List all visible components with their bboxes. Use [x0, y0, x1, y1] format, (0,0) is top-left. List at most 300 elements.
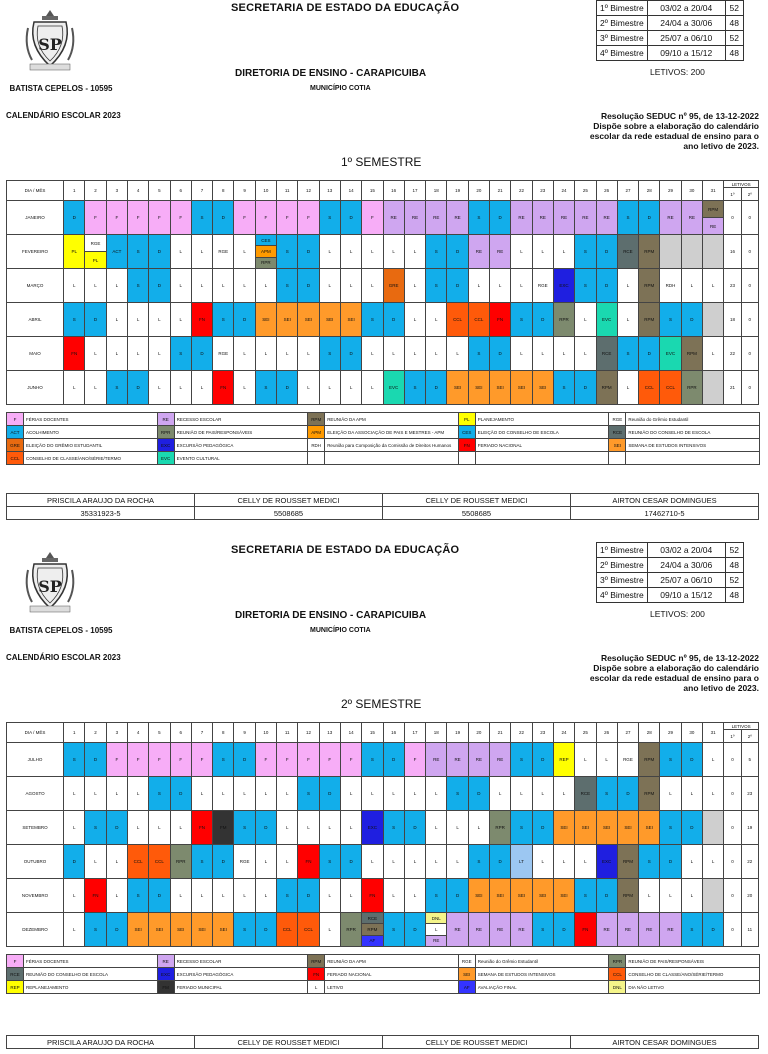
day-cell: L [85, 337, 106, 371]
day-cell: L [404, 777, 425, 811]
month-name: MAIO [7, 337, 64, 371]
legend-text: REUNIÃO DO CONSELHO DE ESCOLA [626, 426, 760, 439]
day-cell: L [149, 371, 170, 405]
diretoria-title: DIRETORIA DE ENSINO - CARAPICUIBA [235, 610, 427, 621]
bimestre-row [597, 1, 744, 16]
day-cell: D [319, 777, 340, 811]
day-cell: S [191, 201, 212, 235]
day-cell: S [404, 371, 425, 405]
day-cell: L [170, 303, 191, 337]
day-cell: S [426, 879, 447, 913]
day-cell: S [127, 235, 148, 269]
day-cell: F [277, 743, 298, 777]
day-cell: SEI [277, 303, 298, 337]
day-cell [702, 879, 723, 913]
day-cell: RE [660, 201, 681, 235]
day-cell: L [298, 811, 319, 845]
day-cell: SEI [532, 879, 553, 913]
legend-code: SEI [458, 968, 475, 981]
day-number-header: 10 [255, 181, 276, 201]
legend-code: EVC [157, 452, 174, 465]
day-cell: L [319, 235, 340, 269]
day-cell: F [170, 201, 191, 235]
signatures-table [6, 1035, 759, 1049]
day-cell: RCE [617, 235, 638, 269]
letivos-sem2-header: 2º [741, 188, 758, 201]
day-cell: L [426, 811, 447, 845]
day-cell: D [553, 913, 574, 947]
day-cell: S [468, 337, 489, 371]
day-cell: RPR [681, 371, 702, 405]
day-cell: LT [511, 845, 532, 879]
day-number-header: 7 [191, 181, 212, 201]
sao-paulo-coat-of-arms-logo [24, 548, 76, 614]
day-cell: L [149, 811, 170, 845]
day-cell: RE [383, 201, 404, 235]
day-cell: RE [490, 913, 511, 947]
day-number-header: 31 [702, 181, 723, 201]
day-cell: CCL [660, 371, 681, 405]
day-cell: L [362, 371, 383, 405]
day-cell: D [404, 811, 425, 845]
calendar-grid [6, 722, 759, 947]
calendar-title: CALENDÁRIO ESCOLAR 2023 [6, 653, 121, 662]
legend-text: FERIADO NACIONAL [475, 439, 609, 452]
day-cell: CCL [468, 303, 489, 337]
day-cell: RPM [639, 235, 660, 269]
day-cell [362, 913, 383, 947]
day-cell: L [277, 337, 298, 371]
day-cell: L [298, 337, 319, 371]
day-month-header: DIA / MÊS [7, 181, 64, 201]
legend-text: FÉRIAS DOCENTES [24, 413, 158, 426]
day-cell: D [596, 235, 617, 269]
day-cell-part: RCE [362, 913, 382, 924]
day-cell: CCL [298, 913, 319, 947]
day-number-header: 23 [532, 181, 553, 201]
day-number-header: 14 [340, 723, 361, 743]
day-cell: RCE [575, 777, 596, 811]
day-cell: D [106, 913, 127, 947]
resolucao-text: Resolução SEDUC nº 95, de 13-12-2022 Dispõe sobre a elaboração do calendário escolar da rede estadual de ensino para o ano letivo de 2023. [589, 653, 759, 693]
day-cell: D [447, 879, 468, 913]
day-cell: L [404, 269, 425, 303]
legend-code: RPM [308, 413, 325, 426]
bimestre-name: 3º Bimestre [597, 31, 648, 46]
legend-code: PL [458, 413, 475, 426]
day-cell: L [64, 371, 85, 405]
month-row [7, 303, 759, 337]
day-cell: L [702, 269, 723, 303]
day-cell: SEI [490, 879, 511, 913]
day-cell: L [617, 371, 638, 405]
day-cell: L [234, 371, 255, 405]
day-cell: L [511, 269, 532, 303]
day-cell: SEI [319, 303, 340, 337]
legend-text: EVENTO CULTURAL [174, 452, 308, 465]
letivos-sem1-value: 0 [724, 845, 741, 879]
day-cell: L [170, 269, 191, 303]
day-cell [702, 235, 723, 269]
day-cell: L [191, 879, 212, 913]
legend-text: DIA NÃO LETIVO [626, 981, 760, 994]
letivos-sem2-value: 0 [741, 337, 758, 371]
day-cell: L [64, 879, 85, 913]
day-cell: D [490, 337, 511, 371]
day-cell: D [447, 269, 468, 303]
day-cell: S [106, 371, 127, 405]
day-cell: D [383, 303, 404, 337]
day-cell: RE [447, 743, 468, 777]
signature-names-row [7, 1036, 759, 1049]
calendar-header-row [7, 723, 759, 730]
day-cell: S [85, 913, 106, 947]
svg-text:SP: SP [38, 577, 62, 596]
day-cell: L [681, 845, 702, 879]
legend-row [7, 452, 760, 465]
day-cell: L [340, 269, 361, 303]
bimestre-row [597, 573, 744, 588]
bimestre-row [597, 31, 744, 46]
month-name: NOVEMBRO [7, 879, 64, 913]
day-cell: RE [490, 235, 511, 269]
month-name: FEVEREIRO [7, 235, 64, 269]
day-cell: L [170, 879, 191, 913]
bimestre-days: 48 [725, 16, 743, 31]
day-cell: CCL [149, 845, 170, 879]
day-cell: EVC [596, 303, 617, 337]
day-cell: L [340, 235, 361, 269]
day-cell-part: RGE [85, 235, 105, 252]
day-cell: L [319, 811, 340, 845]
day-cell: F [106, 743, 127, 777]
day-cell: D [234, 303, 255, 337]
day-cell: FN [575, 913, 596, 947]
day-number-header: 2 [85, 181, 106, 201]
legend-text: SEMANA DE ESTUDOS INTENSIVOS [475, 968, 609, 981]
day-cell: D [255, 811, 276, 845]
day-number-header: 20 [468, 181, 489, 201]
day-cell: RE [404, 201, 425, 235]
day-cell: L [532, 235, 553, 269]
day-cell: D [64, 201, 85, 235]
day-cell: RE [575, 201, 596, 235]
day-cell: SEI [596, 811, 617, 845]
day-cell: L [277, 777, 298, 811]
day-cell: D [404, 913, 425, 947]
day-cell: L [362, 845, 383, 879]
day-cell: S [660, 303, 681, 337]
day-cell: D [298, 879, 319, 913]
day-cell: ACT [106, 235, 127, 269]
day-cell: SEI [575, 811, 596, 845]
day-cell: SEI [255, 303, 276, 337]
day-cell: D [532, 811, 553, 845]
diretoria-title: DIRETORIA DE ENSINO - CARAPICUIBA [235, 68, 427, 79]
day-cell: L [85, 777, 106, 811]
bimestre-name: 1º Bimestre [597, 543, 648, 558]
signature-id: 5508685 [195, 507, 383, 520]
legend-code: DNL [609, 981, 626, 994]
day-cell: RE [596, 201, 617, 235]
day-cell: S [426, 235, 447, 269]
bimestre-name: 3º Bimestre [597, 573, 648, 588]
day-cell: FN [362, 879, 383, 913]
month-row [7, 235, 759, 269]
month-row [7, 337, 759, 371]
bimestre-dates: 24/04 a 30/06 [647, 558, 725, 573]
legend-code: RE [157, 413, 174, 426]
day-number-header: 30 [681, 723, 702, 743]
month-row [7, 371, 759, 405]
day-cell: L [511, 777, 532, 811]
day-cell: RE [426, 201, 447, 235]
day-cell: SEI [213, 913, 234, 947]
day-cell: L [340, 879, 361, 913]
day-cell: S [127, 269, 148, 303]
legend-code: GRE [7, 439, 24, 452]
day-number-header: 15 [362, 181, 383, 201]
day-cell: D [213, 201, 234, 235]
day-cell: D [149, 235, 170, 269]
day-cell: FN [213, 371, 234, 405]
signature-name: PRISCILA ARAUJO DA ROCHA [7, 1036, 195, 1049]
day-cell: RE [468, 235, 489, 269]
day-cell: SEI [553, 879, 574, 913]
signature-name: CELLY DE ROUSSET MEDICI [195, 494, 383, 507]
day-cell: L [617, 269, 638, 303]
school-name: BATISTA CEPELOS - 10595 [9, 626, 113, 635]
signature-name: AIRTON CESAR DOMINGUES [571, 494, 759, 507]
month-name: ABRIL [7, 303, 64, 337]
legend-text: AVALIAÇÃO FINAL [475, 981, 609, 994]
day-month-header: DIA / MÊS [7, 723, 64, 743]
day-cell: L [170, 235, 191, 269]
letivos-header: LETIVOS [724, 181, 759, 188]
day-cell: F [149, 201, 170, 235]
month-row [7, 913, 759, 947]
legend-code: RGE [609, 413, 626, 426]
day-number-header: 26 [596, 723, 617, 743]
day-number-header: 21 [490, 181, 511, 201]
day-cell: D [575, 371, 596, 405]
letivos-sem1-value: 0 [724, 913, 741, 947]
day-cell: RE [553, 201, 574, 235]
day-cell: S [191, 845, 212, 879]
day-number-header: 13 [319, 723, 340, 743]
letivos-sem1-value: 0 [724, 879, 741, 913]
day-cell: L [255, 845, 276, 879]
day-cell: L [553, 777, 574, 811]
day-cell: RDH [660, 269, 681, 303]
legend-code: RCE [7, 968, 24, 981]
day-cell: RGE [532, 269, 553, 303]
legend-text: REUNIÃO DO CONSELHO DE ESCOLA [24, 968, 158, 981]
day-cell: L [575, 303, 596, 337]
svg-text:SP: SP [38, 35, 62, 54]
day-cell: F [234, 201, 255, 235]
day-number-header: 28 [639, 723, 660, 743]
day-cell: L [490, 269, 511, 303]
day-cell [681, 235, 702, 269]
day-cell: RE [639, 913, 660, 947]
bimestre-name: 4º Bimestre [597, 46, 648, 61]
day-cell: L [85, 269, 106, 303]
month-name: AGOSTO [7, 777, 64, 811]
day-cell: SEI [617, 811, 638, 845]
day-cell: L [702, 337, 723, 371]
letivos-sem2-value: 0 [741, 303, 758, 337]
legend-text: LETIVO [325, 981, 459, 994]
legend-code: FN [458, 439, 475, 452]
day-cell: S [362, 303, 383, 337]
day-cell [702, 303, 723, 337]
day-cell: S [426, 269, 447, 303]
day-cell: L [383, 777, 404, 811]
day-cell: SEI [170, 913, 191, 947]
day-number-header: 12 [298, 723, 319, 743]
day-cell: L [383, 845, 404, 879]
day-cell: L [511, 337, 532, 371]
day-cell: RPR [490, 811, 511, 845]
day-number-header: 26 [596, 181, 617, 201]
letivos-sem1-value: 0 [724, 777, 741, 811]
letivos-sem1-header: 1º [724, 730, 741, 743]
month-name: JUNHO [7, 371, 64, 405]
legend-code: CCL [609, 968, 626, 981]
day-cell: S [660, 743, 681, 777]
legend-code: RDH [308, 439, 325, 452]
legend-row [7, 439, 760, 452]
month-row [7, 879, 759, 913]
day-number-header: 13 [319, 181, 340, 201]
day-cell: D [468, 777, 489, 811]
day-number-header: 15 [362, 723, 383, 743]
day-cell: RGE [213, 235, 234, 269]
day-cell-part: AF [362, 936, 382, 946]
letivos-total: LETIVOS: 200 [650, 609, 705, 619]
day-cell: EVC [383, 371, 404, 405]
day-cell: RPM [596, 371, 617, 405]
day-cell: D [213, 845, 234, 879]
day-cell: L [340, 811, 361, 845]
day-cell: L [702, 777, 723, 811]
day-cell: L [127, 303, 148, 337]
sao-paulo-coat-of-arms-logo [24, 6, 76, 72]
day-cell: D [255, 913, 276, 947]
calendar-page-2 [0, 542, 768, 1054]
letivos-sem1-value: 0 [724, 743, 741, 777]
day-cell: CCL [127, 845, 148, 879]
month-name: JANEIRO [7, 201, 64, 235]
day-cell: F [191, 743, 212, 777]
day-cell: F [298, 743, 319, 777]
day-cell: L [553, 235, 574, 269]
legend-table [6, 954, 760, 994]
day-cell [702, 371, 723, 405]
day-cell: L [532, 845, 553, 879]
day-cell: GRE [383, 269, 404, 303]
day-cell: RGE [234, 845, 255, 879]
day-cell: F [404, 743, 425, 777]
day-cell: S [213, 303, 234, 337]
day-cell: RE [468, 913, 489, 947]
day-cell: D [277, 371, 298, 405]
bimestre-dates: 25/07 a 06/10 [647, 31, 725, 46]
day-cell: F [170, 743, 191, 777]
bimestre-days: 52 [725, 1, 743, 16]
day-cell: D [490, 201, 511, 235]
legend-code [458, 452, 475, 465]
letivos-sem2-value: 11 [741, 913, 758, 947]
day-cell: L [660, 879, 681, 913]
day-cell: D [617, 777, 638, 811]
day-cell: S [319, 845, 340, 879]
day-cell: L [404, 337, 425, 371]
day-number-header: 6 [170, 723, 191, 743]
day-cell: RE [681, 201, 702, 235]
day-cell: S [575, 235, 596, 269]
signature-id: 35331923-5 [7, 507, 195, 520]
day-cell: FN [298, 845, 319, 879]
bimestres-table [596, 0, 744, 61]
day-cell: S [277, 269, 298, 303]
day-cell: L [553, 845, 574, 879]
day-cell: RE [532, 201, 553, 235]
letivos-sem1-value: 0 [724, 811, 741, 845]
day-number-header: 16 [383, 181, 404, 201]
day-cell: RPM [639, 743, 660, 777]
day-cell: FN [191, 303, 212, 337]
legend-text: CONSELHO DE CLASSE/ANO/SÉRIE/TERMO [24, 452, 158, 465]
legend-text: ACOLHIMENTO [24, 426, 158, 439]
day-cell: L [127, 811, 148, 845]
legend-text [475, 452, 609, 465]
day-cell: L [64, 777, 85, 811]
day-cell: RE [490, 743, 511, 777]
day-cell: L [191, 777, 212, 811]
bimestre-dates: 03/02 a 20/04 [647, 543, 725, 558]
day-cell: CCL [447, 303, 468, 337]
month-name: OUTUBRO [7, 845, 64, 879]
signature-name: PRISCILA ARAUJO DA ROCHA [7, 494, 195, 507]
day-cell: L [106, 303, 127, 337]
day-cell: S [383, 811, 404, 845]
day-number-header: 19 [447, 723, 468, 743]
day-cell: L [191, 371, 212, 405]
day-cell: L [64, 811, 85, 845]
legend-table [6, 412, 760, 465]
letivos-sem2-value: 0 [741, 371, 758, 405]
month-row [7, 269, 759, 303]
bimestre-dates: 24/04 a 30/06 [647, 16, 725, 31]
day-cell: S [511, 811, 532, 845]
bimestre-dates: 03/02 a 20/04 [647, 1, 725, 16]
calendar-header-row [7, 181, 759, 188]
day-cell: L [298, 371, 319, 405]
day-number-header: 17 [404, 723, 425, 743]
bimestre-days: 52 [725, 573, 743, 588]
day-number-header: 14 [340, 181, 361, 201]
legend-code: RGE [458, 955, 475, 968]
legend-text: CONSELHO DE CLASSE/ANO/SÉRIE/TERMO [626, 968, 760, 981]
day-cell [660, 235, 681, 269]
day-cell: F [127, 743, 148, 777]
legend-row [7, 413, 760, 426]
day-cell: D [660, 845, 681, 879]
day-cell: S [639, 845, 660, 879]
semester-title: 2º SEMESTRE [341, 697, 422, 711]
